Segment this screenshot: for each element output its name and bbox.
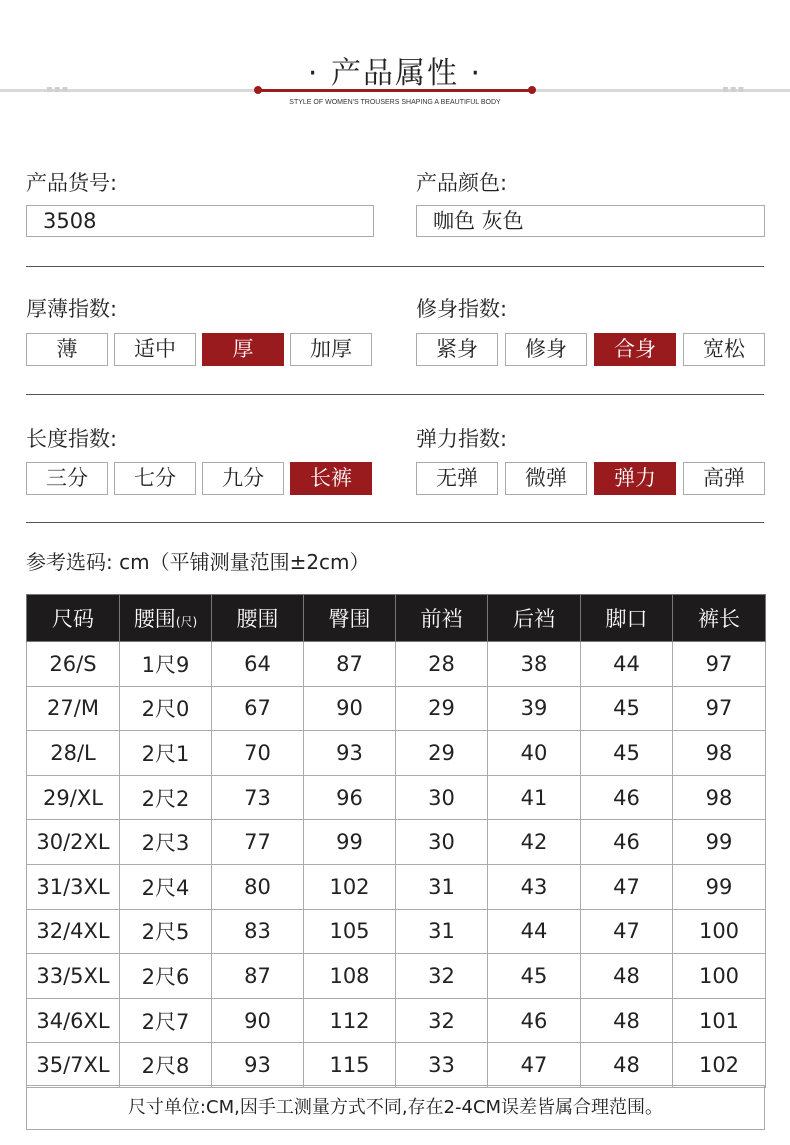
table-row: [27, 1043, 766, 1088]
table-cell: 2尺8: [120, 1043, 212, 1088]
elasticity-option-slight: 微弹: [505, 462, 587, 495]
table-cell: 47: [581, 909, 673, 954]
header-back-rise: 后裆: [488, 595, 581, 642]
table-cell: 32: [396, 954, 488, 999]
table-row: [27, 686, 766, 731]
length-label: 长度指数:: [26, 427, 118, 451]
table-cell: 2尺3: [120, 820, 212, 865]
length-option-three-tenths: 三分: [26, 462, 108, 495]
table-row: [27, 864, 766, 909]
table-cell: 1尺9: [120, 642, 212, 687]
table-row: [27, 731, 766, 776]
length-option-seven-tenths: 七分: [114, 462, 196, 495]
color-label: 产品颜色:: [416, 171, 508, 195]
header-waist-chi-unit: (尺): [175, 615, 198, 629]
table-cell: 45: [581, 686, 673, 731]
table-cell: 30: [396, 820, 488, 865]
table-cell: 32: [396, 998, 488, 1043]
table-cell: 39: [488, 686, 581, 731]
table-cell: 38: [488, 642, 581, 687]
header-length: 裤长: [673, 595, 766, 642]
table-row: [27, 909, 766, 954]
table-cell: 97: [673, 642, 766, 687]
table-cell: 30: [396, 775, 488, 820]
fit-option-slim: 修身: [505, 333, 587, 366]
table-cell: 31: [396, 864, 488, 909]
header-waist-chi: [120, 595, 212, 642]
table-cell: 97: [673, 686, 766, 731]
table-cell: 83: [212, 909, 304, 954]
table-cell: 45: [581, 731, 673, 776]
table-cell: 80: [212, 864, 304, 909]
divider-2: [26, 394, 764, 395]
length-option-nine-tenths: 九分: [202, 462, 284, 495]
table-cell: 2尺4: [120, 864, 212, 909]
table-row: [27, 998, 766, 1043]
table-cell: 29: [396, 731, 488, 776]
length-option-full: 长裤: [290, 462, 372, 495]
table-cell: 87: [304, 642, 396, 687]
header-dots-right: ▪▪▪: [722, 84, 746, 95]
table-cell: 112: [304, 998, 396, 1043]
size-table-header-row: [27, 595, 766, 642]
table-cell: 29: [396, 686, 488, 731]
table-cell: 45: [488, 954, 581, 999]
thickness-option-thin: 薄: [26, 333, 108, 366]
thickness-label: 厚薄指数:: [26, 297, 118, 321]
table-cell: 2尺1: [120, 731, 212, 776]
table-cell: 34/6XL: [27, 998, 120, 1043]
table-cell: 100: [673, 909, 766, 954]
header-leg-opening: 脚口: [581, 595, 673, 642]
table-cell: 99: [304, 820, 396, 865]
table-cell: 42: [488, 820, 581, 865]
page-subtitle: STYLE OF WOMEN'S TROUSERS SHAPING A BEAUTIFUL BODY: [289, 99, 501, 106]
divider-3: [26, 522, 764, 523]
table-cell: 70: [212, 731, 304, 776]
table-cell: 33/5XL: [27, 954, 120, 999]
table-cell: 47: [581, 864, 673, 909]
table-cell: 77: [212, 820, 304, 865]
size-footer-note: 尺寸单位:CM,因手工测量方式不同,存在2-4CM误差皆属合理范围。: [26, 1085, 765, 1130]
table-cell: 93: [304, 731, 396, 776]
table-cell: 30/2XL: [27, 820, 120, 865]
table-cell: 87: [212, 954, 304, 999]
thickness-option-thick: 厚: [202, 333, 284, 366]
header-waist: 腰围: [212, 595, 304, 642]
table-cell: 73: [212, 775, 304, 820]
header-dots-left: ▪▪▪: [46, 84, 70, 95]
table-cell: 98: [673, 731, 766, 776]
table-cell: 46: [488, 998, 581, 1043]
sku-label: 产品货号:: [26, 171, 118, 195]
table-cell: 43: [488, 864, 581, 909]
table-cell: 29/XL: [27, 775, 120, 820]
table-cell: 48: [581, 998, 673, 1043]
table-cell: 98: [673, 775, 766, 820]
table-cell: 2尺0: [120, 686, 212, 731]
table-cell: 102: [673, 1043, 766, 1088]
table-row: [27, 820, 766, 865]
table-cell: 27/M: [27, 686, 120, 731]
color-field: 咖色 灰色: [416, 205, 765, 237]
table-cell: 48: [581, 1043, 673, 1088]
table-cell: 90: [212, 998, 304, 1043]
size-table: [26, 594, 766, 1088]
divider-1: [26, 266, 764, 267]
table-cell: 2尺2: [120, 775, 212, 820]
header-hip: 臀围: [304, 595, 396, 642]
table-cell: 108: [304, 954, 396, 999]
page-title: · 产品属性 ·: [307, 56, 483, 91]
table-row: [27, 642, 766, 687]
table-cell: 46: [581, 820, 673, 865]
table-cell: 96: [304, 775, 396, 820]
table-cell: 31: [396, 909, 488, 954]
table-row: [27, 775, 766, 820]
table-cell: 99: [673, 820, 766, 865]
table-cell: 28: [396, 642, 488, 687]
table-cell: 102: [304, 864, 396, 909]
table-cell: 35/7XL: [27, 1043, 120, 1088]
table-cell: 2尺5: [120, 909, 212, 954]
thickness-option-medium: 适中: [114, 333, 196, 366]
table-cell: 26/S: [27, 642, 120, 687]
table-cell: 99: [673, 864, 766, 909]
thickness-option-extra-thick: 加厚: [290, 333, 372, 366]
table-cell: 32/4XL: [27, 909, 120, 954]
header-waist-chi-label: 腰围: [133, 607, 176, 631]
fit-label: 修身指数:: [416, 297, 508, 321]
elasticity-label: 弹力指数:: [416, 427, 508, 451]
table-cell: 93: [212, 1043, 304, 1088]
table-cell: 105: [304, 909, 396, 954]
table-cell: 2尺6: [120, 954, 212, 999]
table-cell: 46: [581, 775, 673, 820]
table-cell: 67: [212, 686, 304, 731]
fit-option-loose: 宽松: [683, 333, 765, 366]
table-cell: 100: [673, 954, 766, 999]
size-reference-label: 参考选码: cm（平铺测量范围±2cm）: [26, 550, 370, 574]
elasticity-option-none: 无弹: [416, 462, 498, 495]
header-size: 尺码: [27, 595, 120, 642]
table-row: [27, 954, 766, 999]
table-cell: 40: [488, 731, 581, 776]
fit-option-regular: 合身: [594, 333, 676, 366]
table-cell: 44: [488, 909, 581, 954]
table-cell: 64: [212, 642, 304, 687]
table-cell: 101: [673, 998, 766, 1043]
table-cell: 33: [396, 1043, 488, 1088]
table-cell: 90: [304, 686, 396, 731]
header-front-rise: 前裆: [396, 595, 488, 642]
table-cell: 115: [304, 1043, 396, 1088]
table-cell: 2尺7: [120, 998, 212, 1043]
table-cell: 47: [488, 1043, 581, 1088]
table-cell: 48: [581, 954, 673, 999]
sku-field: 3508: [26, 205, 374, 237]
elasticity-option-stretch: 弹力: [594, 462, 676, 495]
table-cell: 41: [488, 775, 581, 820]
fit-option-tight: 紧身: [416, 333, 498, 366]
elasticity-option-high: 高弹: [683, 462, 765, 495]
table-cell: 44: [581, 642, 673, 687]
table-cell: 28/L: [27, 731, 120, 776]
table-cell: 31/3XL: [27, 864, 120, 909]
